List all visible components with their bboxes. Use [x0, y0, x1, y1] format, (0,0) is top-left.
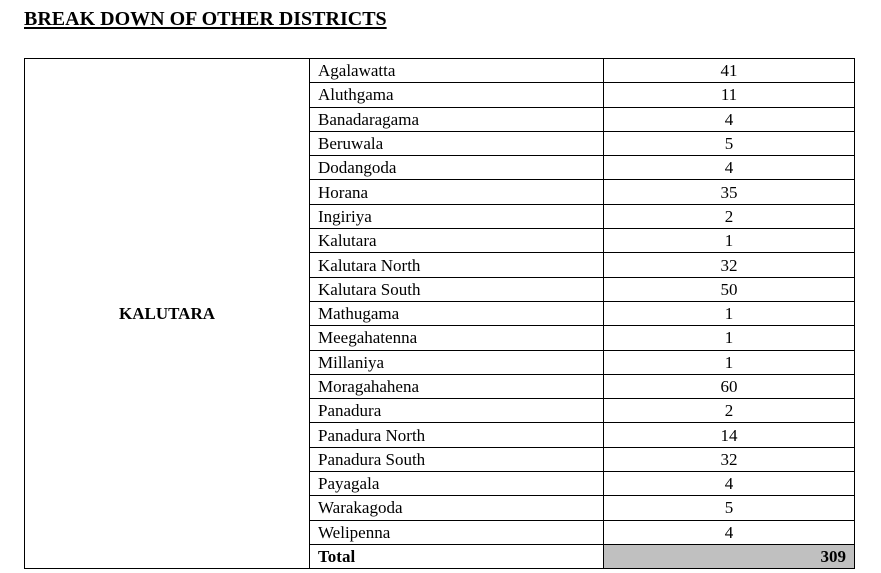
area-name-cell: Welipenna — [310, 520, 604, 544]
area-count-cell: 2 — [604, 399, 855, 423]
area-count-cell: 60 — [604, 374, 855, 398]
area-count-cell: 1 — [604, 301, 855, 325]
area-name-cell: Banadaragama — [310, 107, 604, 131]
area-name-cell: Panadura — [310, 399, 604, 423]
area-count-cell: 1 — [604, 229, 855, 253]
area-count-cell: 5 — [604, 496, 855, 520]
area-name-cell: Horana — [310, 180, 604, 204]
district-name-cell: KALUTARA — [25, 59, 310, 569]
district-breakdown-table — [24, 58, 855, 569]
area-count-cell: 5 — [604, 131, 855, 155]
area-name-cell: Kalutara — [310, 229, 604, 253]
area-name-cell: Dodangoda — [310, 156, 604, 180]
area-name-cell: Kalutara South — [310, 277, 604, 301]
area-count-cell: 35 — [604, 180, 855, 204]
area-name-cell: Panadura South — [310, 447, 604, 471]
area-name-cell: Mathugama — [310, 301, 604, 325]
area-count-cell: 14 — [604, 423, 855, 447]
area-count-cell: 50 — [604, 277, 855, 301]
area-count-cell: 2 — [604, 204, 855, 228]
total-label-cell: Total — [310, 544, 604, 568]
area-name-cell: Panadura North — [310, 423, 604, 447]
area-name-cell: Warakagoda — [310, 496, 604, 520]
area-name-cell: Millaniya — [310, 350, 604, 374]
area-count-cell: 11 — [604, 83, 855, 107]
area-count-cell: 4 — [604, 520, 855, 544]
table-row — [25, 59, 855, 83]
area-name-cell: Moragahahena — [310, 374, 604, 398]
area-name-cell: Beruwala — [310, 131, 604, 155]
page-heading: BREAK DOWN OF OTHER DISTRICTS — [24, 8, 387, 30]
area-count-cell: 32 — [604, 447, 855, 471]
area-count-cell: 41 — [604, 59, 855, 83]
area-name-cell: Payagala — [310, 472, 604, 496]
area-count-cell: 4 — [604, 107, 855, 131]
area-count-cell: 1 — [604, 350, 855, 374]
total-value-cell: 309 — [604, 544, 855, 568]
area-count-cell: 32 — [604, 253, 855, 277]
area-count-cell: 1 — [604, 326, 855, 350]
area-name-cell: Ingiriya — [310, 204, 604, 228]
area-name-cell: Kalutara North — [310, 253, 604, 277]
area-name-cell: Meegahatenna — [310, 326, 604, 350]
area-count-cell: 4 — [604, 156, 855, 180]
area-count-cell: 4 — [604, 472, 855, 496]
table-body — [25, 59, 855, 569]
area-name-cell: Agalawatta — [310, 59, 604, 83]
area-name-cell: Aluthgama — [310, 83, 604, 107]
